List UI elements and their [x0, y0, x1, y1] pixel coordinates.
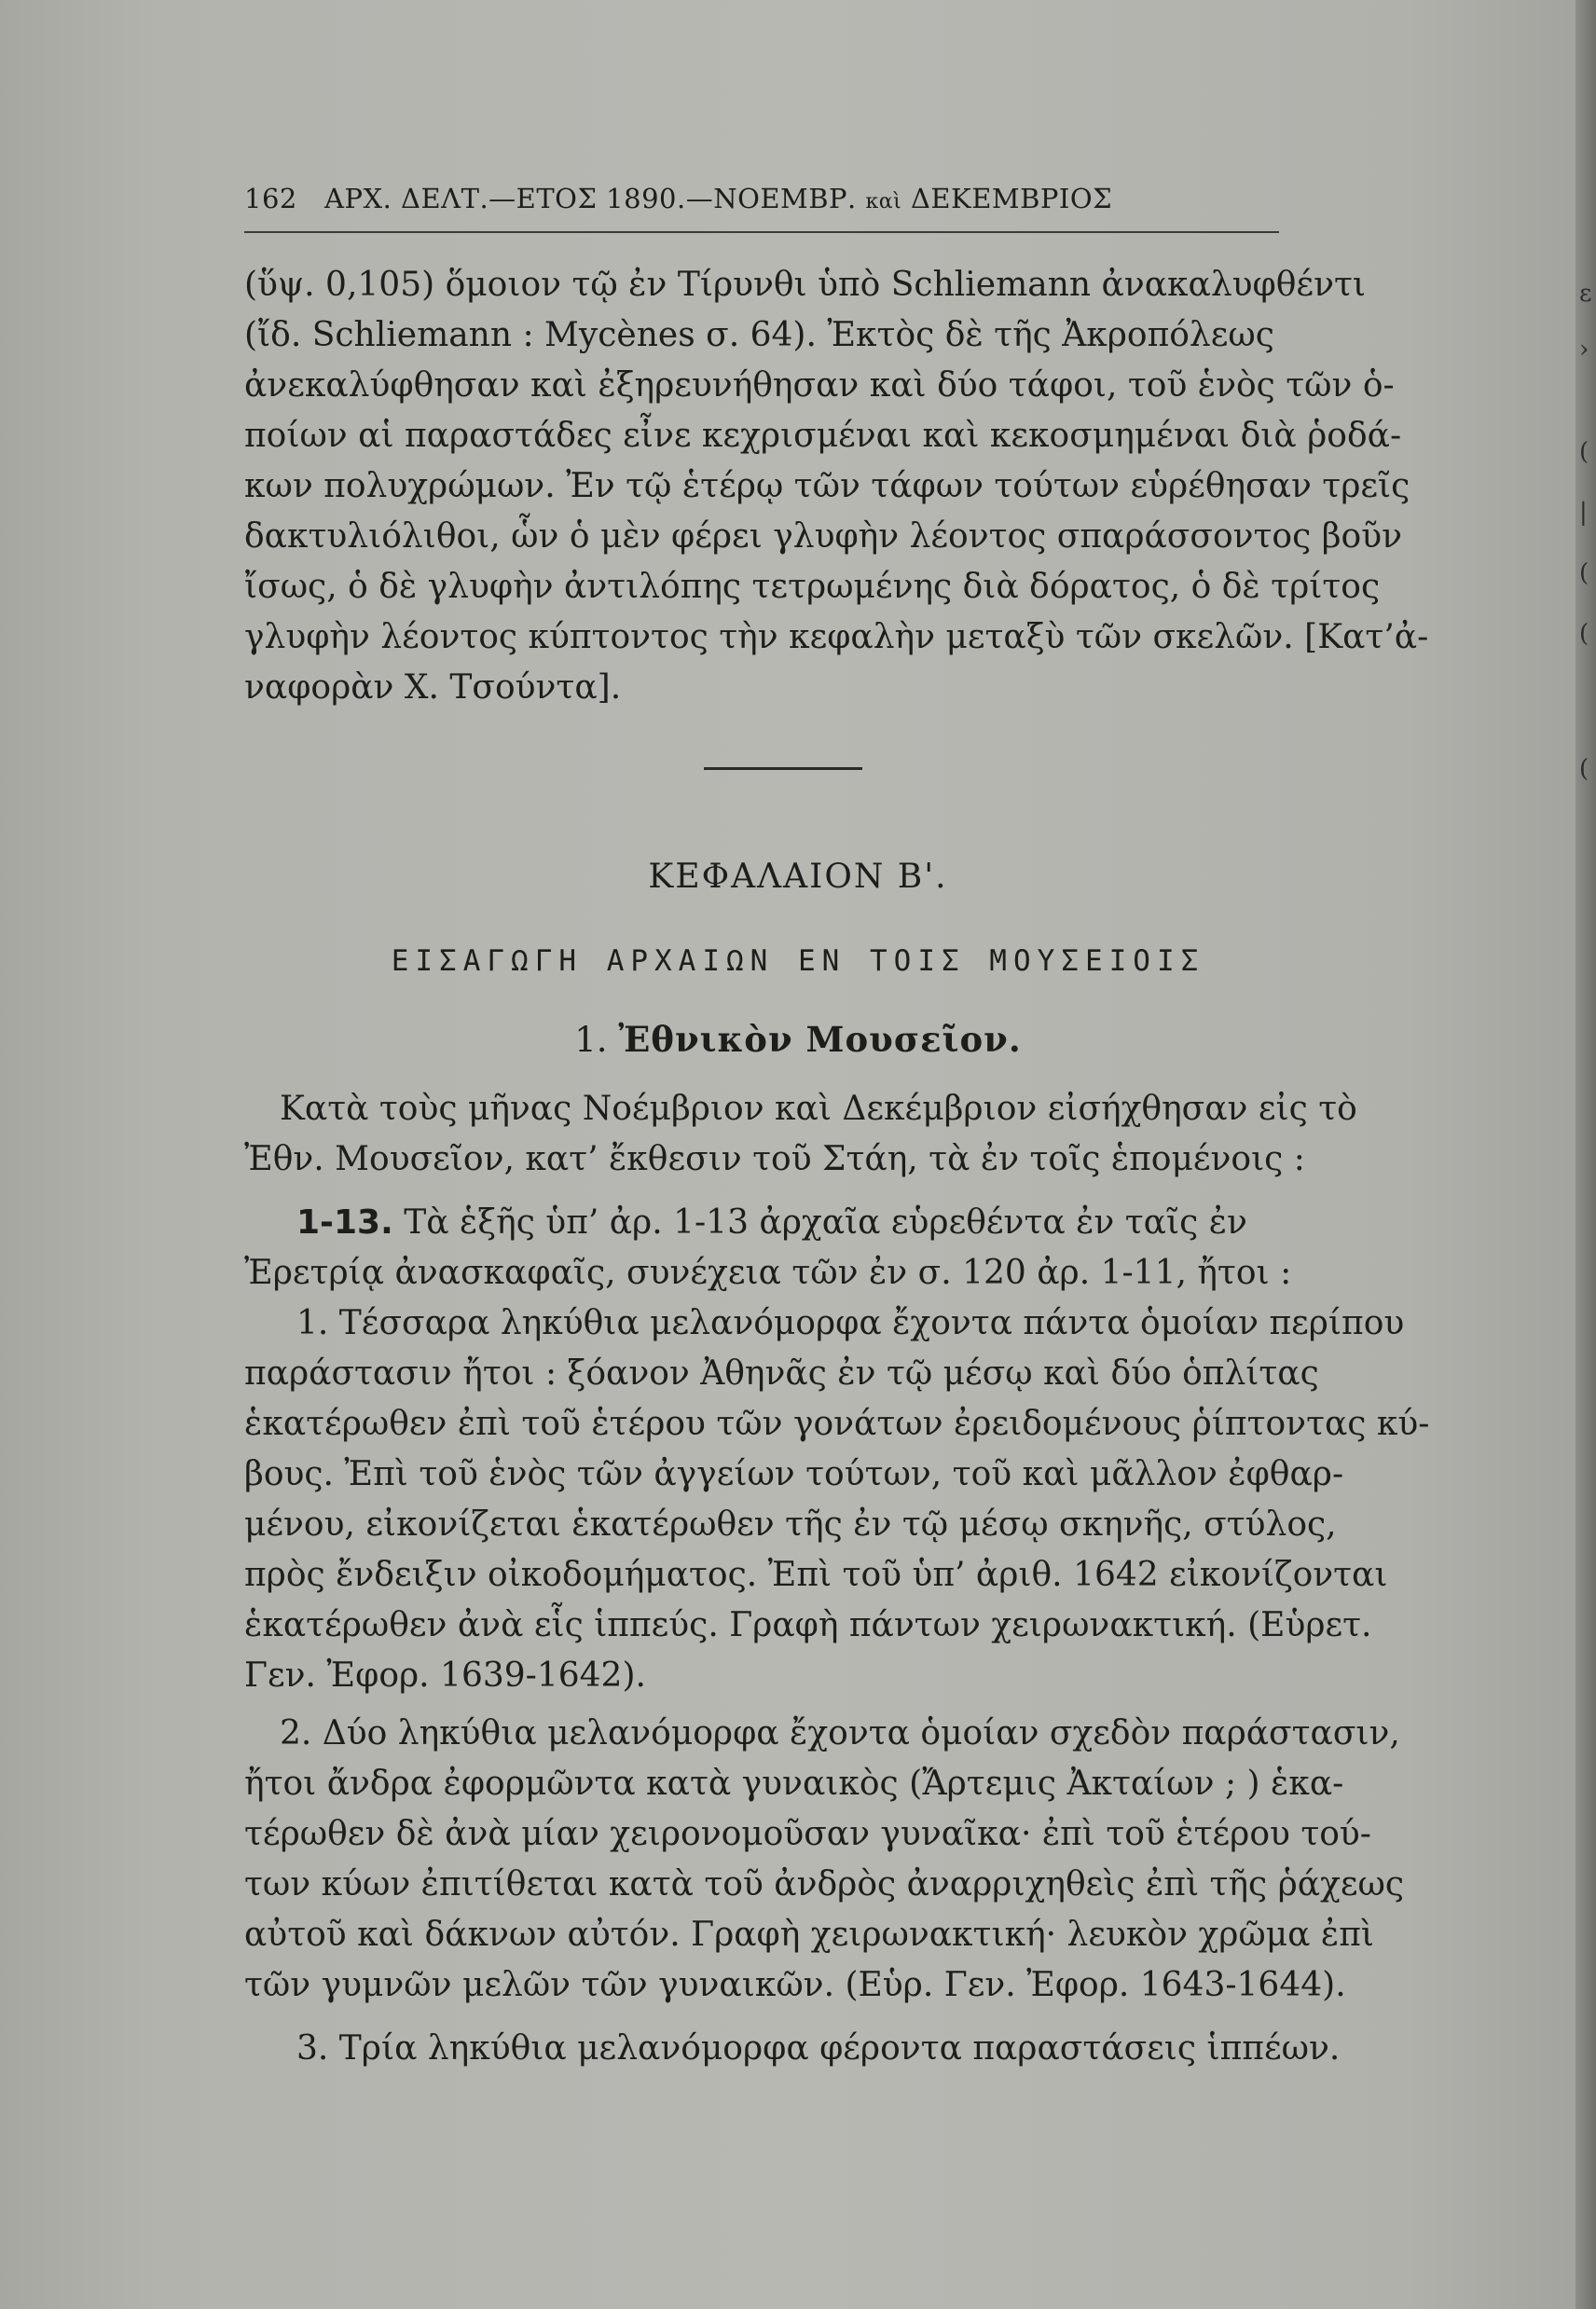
- text-line: ἀνεκαλύφθησαν καὶ ἐξηρευνήθησαν καὶ δύο τάφοι, τοῦ ἑνὸς τῶν ὁ-: [244, 366, 1395, 405]
- text-line: δακτυλιόλιθοι, ὧν ὁ μὲν φέρει γλυφὴν λέοντος σπαράσσοντος βοῦν: [244, 517, 1402, 556]
- text-line: ἴσως, ὁ δὲ γλυφὴν ἀντιλόπης τετρωμένης διὰ δόρατος, ὁ δὲ τρίτος: [244, 568, 1381, 606]
- header-rule: [244, 231, 1279, 233]
- text-line: (ὕψ. 0,105) ὅμοιον τῷ ἐν Τίρυνθι ὑπὸ Schliemann ἀνακαλυφθέντι: [244, 266, 1366, 304]
- entry-first-line: [296, 1203, 1247, 1242]
- entry-lead-number: 1-13.: [296, 1203, 393, 1242]
- edge-mark: ε: [1579, 280, 1592, 308]
- text-line: Κατὰ τοὺς μῆνας Νοέμβριον καὶ Δεκέμβριον εἰσήχθησαν εἰς τὸ: [280, 1090, 1357, 1128]
- header-conjunction: καὶ: [865, 190, 902, 213]
- edge-mark: (: [1579, 438, 1589, 466]
- text-line: ναφορὰν Χ. Τσούντα].: [244, 668, 622, 707]
- text-line: 2. Δύο ληκύθια μελανόμορφα ἔχοντα ὁμοίαν σχεδὸν παράστασιν,: [280, 1714, 1400, 1752]
- text-line: ἑκατέρωθεν ἀνὰ εἷς ἱππεύς. Γραφὴ πάντων χειρωνακτική. (Εὑρετ.: [244, 1606, 1372, 1644]
- header-month: ΔΕΚΕΜΒΡΙΟΣ: [910, 183, 1113, 214]
- section-number: 1.: [574, 1020, 608, 1060]
- text-line: Ἐθν. Μουσεῖον, κατ’ ἔκθεσιν τοῦ Στάη, τὰ ἐν τοῖς ἑπομένοις :: [244, 1140, 1305, 1178]
- text-line: μένου, εἰκονίζεται ἑκατέρωθεν τῆς ἐν τῷ μέσῳ σκηνῆς, στύλος,: [244, 1505, 1337, 1544]
- text-line: τῶν γυμνῶν μελῶν τῶν γυναικῶν. (Εὑρ. Γεν. Ἐφορ. 1643-1644).: [244, 1966, 1346, 2004]
- text-line: 1. Τέσσαρα ληκύθια μελανόμορφα ἔχοντα πάντα ὁμοίαν περίπου: [296, 1304, 1405, 1342]
- text-line: Ἐρετρίᾳ ἀνασκαφαῖς, συνέχεια τῶν ἐν σ. 120 ἀρ. 1-11, ἤτοι :: [244, 1254, 1292, 1292]
- text-line: 3. Τρία ληκύθια μελανόμορφα φέροντα παραστάσεις ἱππέων.: [296, 2029, 1341, 2068]
- edge-mark: |: [1579, 499, 1588, 527]
- text-line: γλυφὴν λέοντος κύπτοντος τὴν κεφαλὴν μεταξὺ τῶν σκελῶν. [Κατ’ἀ-: [244, 618, 1429, 656]
- text-line: Γεν. Ἐφορ. 1639-1642).: [244, 1656, 646, 1695]
- page-number: 162: [244, 183, 297, 214]
- text-line: ἑκατέρωθεν ἐπὶ τοῦ ἑτέρου τῶν γονάτων ἐρειδομένους ῥίπτοντας κύ-: [244, 1405, 1430, 1443]
- section-heading: [0, 1019, 1596, 1060]
- running-header: [244, 183, 1279, 214]
- text-line: κων πολυχρώμων. Ἐν τῷ ἑτέρῳ τῶν τάφων τούτων εὑρέθησαν τρεῖς: [244, 467, 1410, 505]
- text-line: παράστασιν ἤτοι : ξόανον Ἀθηνᾶς ἐν τῷ μέσῳ καὶ δύο ὁπλίτας: [244, 1354, 1319, 1393]
- section-separator: [704, 767, 862, 770]
- edge-mark: ›: [1579, 336, 1589, 364]
- text-line: τέρωθεν δὲ ἀνὰ μίαν χειρονομοῦσαν γυναῖκα· ἐπὶ τοῦ ἑτέρου τού-: [244, 1815, 1371, 1853]
- edge-mark: (: [1579, 620, 1589, 648]
- edge-mark: (: [1579, 559, 1589, 587]
- text-line: αὐτοῦ καὶ δάκνων αὐτόν. Γραφὴ χειρωνακτική· λευκὸν χρῶμα ἐπὶ: [244, 1916, 1374, 1954]
- chapter-title: ΚΕΦΑΛΑΙΟΝ Β'.: [648, 858, 948, 896]
- text-line: (ἴδ. Schliemann : Mycènes σ. 64). Ἐκτὸς δὲ τῆς Ἀκροπόλεως: [244, 316, 1274, 354]
- text-line: βους. Ἐπὶ τοῦ ἑνὸς τῶν ἀγγείων τούτων, τοῦ καὶ μᾶλλον ἐφθαρ-: [244, 1455, 1344, 1493]
- text-line: ποίων αἱ παραστάδες εἶνε κεχρισμέναι καὶ κεκοσμημέναι διὰ ῥοδά-: [244, 417, 1402, 455]
- section-title: Ἐθνικὸν Μουσεῖον.: [618, 1019, 1022, 1060]
- text-line: των κύων ἐπιτίθεται κατὰ τοῦ ἀνδρὸς ἀναρριχηθεὶς ἐπὶ τῆς ῥάχεως: [244, 1865, 1405, 1904]
- journal-title: ΑΡΧ. ΔΕΛΤ.—ΕΤΟΣ 1890.—ΝΟΕΜΒΡ.: [324, 183, 857, 214]
- text-line: πρὸς ἔνδειξιν οἰκοδομήματος. Ἐπὶ τοῦ ὑπ’ ἀριθ. 1642 εἰκονίζονται: [244, 1556, 1388, 1594]
- entry-text: Τὰ ἑξῆς ὑπ’ ἀρ. 1-13 ἀρχαῖα εὑρεθέντα ἐν ταῖς ἐν: [404, 1203, 1247, 1242]
- text-line: ἤτοι ἄνδρα ἐφορμῶντα κατὰ γυναικὸς (Ἄρτεμις Ἀκταίων ; ) ἑκα-: [244, 1765, 1344, 1803]
- chapter-subtitle: ΕΙΣΑΓΩΓΗ ΑΡΧΑΙΩΝ ΕΝ ΤΟΙΣ ΜΟΥΣΕΙΟΙΣ: [391, 944, 1205, 978]
- edge-mark: (: [1579, 755, 1589, 783]
